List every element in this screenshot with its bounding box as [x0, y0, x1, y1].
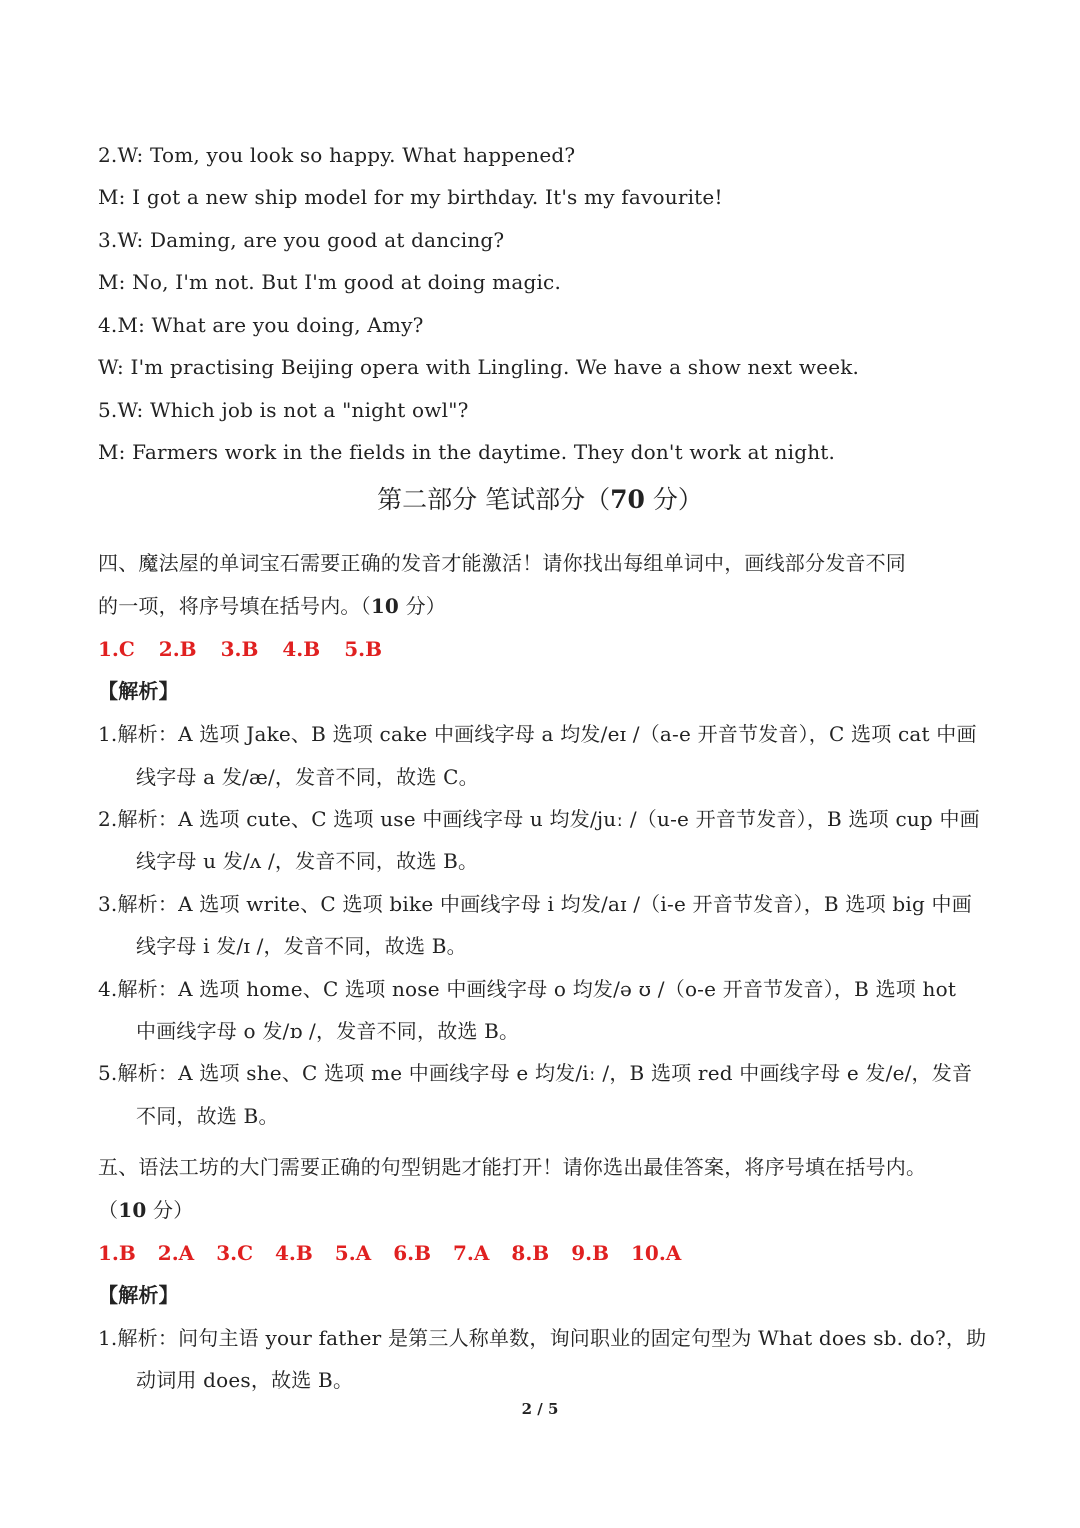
section-four-analysis-label: 【解析】	[98, 679, 179, 703]
explanation-line: 4.解析：A 选项 home、C 选项 nose 中画线字母 o 均发/ə ʊ /（o-e 开音节发音），B 选项 hot	[98, 977, 957, 1001]
section-five-heading-post: 分）	[146, 1198, 194, 1222]
section-five-answers	[98, 1239, 703, 1267]
section-four-heading: 四、魔法屋的单词宝石需要正确的发音才能激活！请你找出每组单词中，画线部分发音不同	[98, 551, 906, 575]
answer-item: 8.B	[511, 1241, 550, 1265]
explanation-line: 5.解析：A 选项 she、C 选项 me 中画线字母 e 均发/iː /，B 选项 red 中画线字母 e 发/e/，发音	[98, 1061, 973, 1085]
part-two-title-pre: 第二部分 笔试部分（	[377, 485, 611, 514]
answer-item: 10.A	[631, 1241, 682, 1265]
section-four-heading-post: 分）	[399, 594, 447, 618]
explanation-line: 3.解析：A 选项 write、C 选项 bike 中画线字母 i 均发/aɪ /（i-e 开音节发音），B 选项 big 中画	[98, 892, 972, 916]
answer-item: 6.B	[393, 1241, 431, 1265]
answer-item: 4.B	[282, 637, 321, 661]
answer-item: 5.A	[334, 1241, 372, 1265]
answer-item: 4.B	[275, 1241, 313, 1265]
explanation-line: 线字母 u 发/ʌ /，发音不同，故选 B。	[136, 849, 479, 873]
answer-item: 2.A	[157, 1241, 195, 1265]
explanation-line: 1.解析：A 选项 Jake、B 选项 cake 中画线字母 a 均发/eɪ /（a-e 开音节发音），C 选项 cat 中画	[98, 722, 977, 746]
answer-item: 1.B	[98, 1241, 136, 1265]
answer-item: 2.B	[158, 637, 197, 661]
dialogue-line: M: No, I'm not. But I'm good at doing magic.	[98, 270, 562, 294]
explanation-line: 动词用 does，故选 B。	[136, 1368, 354, 1392]
section-four-heading-pre: 的一项，将序号填在括号内。（	[98, 594, 371, 618]
answer-item: 9.B	[571, 1241, 609, 1265]
section-five-analysis-label: 【解析】	[98, 1283, 179, 1307]
section-five-heading-pre: （	[98, 1198, 119, 1222]
part-two-title	[0, 483, 1080, 517]
answer-item: 3.C	[216, 1241, 253, 1265]
explanation-line: 线字母 i 发/ɪ /，发音不同，故选 B。	[136, 934, 467, 958]
answer-item: 3.B	[220, 637, 259, 661]
explanation-line: 中画线字母 o 发/ɒ /，发音不同，故选 B。	[136, 1019, 520, 1043]
section-four-answers	[98, 635, 406, 663]
answer-item: 7.A	[453, 1241, 490, 1265]
section-five-score: 10	[118, 1198, 147, 1222]
explanation-line: 不同，故选 B。	[136, 1104, 279, 1128]
explanation-line: 线字母 a 发/æ/，发音不同，故选 C。	[136, 765, 479, 789]
part-two-title-post: 分）	[644, 485, 703, 514]
dialogue-line: W: I'm practising Beijing opera with Lingling. We have a show next week.	[98, 355, 860, 379]
section-five-heading-cont	[98, 1196, 998, 1224]
section-four-score: 10	[370, 594, 400, 618]
section-four-heading-cont	[98, 592, 998, 620]
page-number: 2 / 5	[521, 1400, 559, 1418]
answer-item: 1.C	[98, 637, 135, 661]
dialogue-line: 4.M: What are you doing, Amy?	[98, 313, 424, 337]
explanation-line: 2.解析：A 选项 cute、C 选项 use 中画线字母 u 均发/juː /（u-e 开音节发音），B 选项 cup 中画	[98, 807, 980, 831]
section-five-heading: 五、语法工坊的大门需要正确的句型钥匙才能打开！请你选出最佳答案，将序号填在括号内。	[98, 1155, 927, 1179]
dialogue-line: 3.W: Daming, are you good at dancing?	[98, 228, 505, 252]
dialogue-line: 2.W: Tom, you look so happy. What happened?	[98, 143, 576, 167]
dialogue-line: M: Farmers work in the fields in the daytime. They don't work at night.	[98, 440, 836, 464]
explanation-line: 1.解析：问句主语 your father 是第三人称单数，询问职业的固定句型为 What does sb. do?，助	[98, 1326, 987, 1350]
dialogue-line: 5.W: Which job is not a "night owl"?	[98, 398, 469, 422]
answer-item: 5.B	[344, 637, 382, 661]
part-two-title-score: 70	[610, 485, 645, 514]
dialogue-line: M: I got a new ship model for my birthday. It's my favourite!	[98, 185, 723, 209]
